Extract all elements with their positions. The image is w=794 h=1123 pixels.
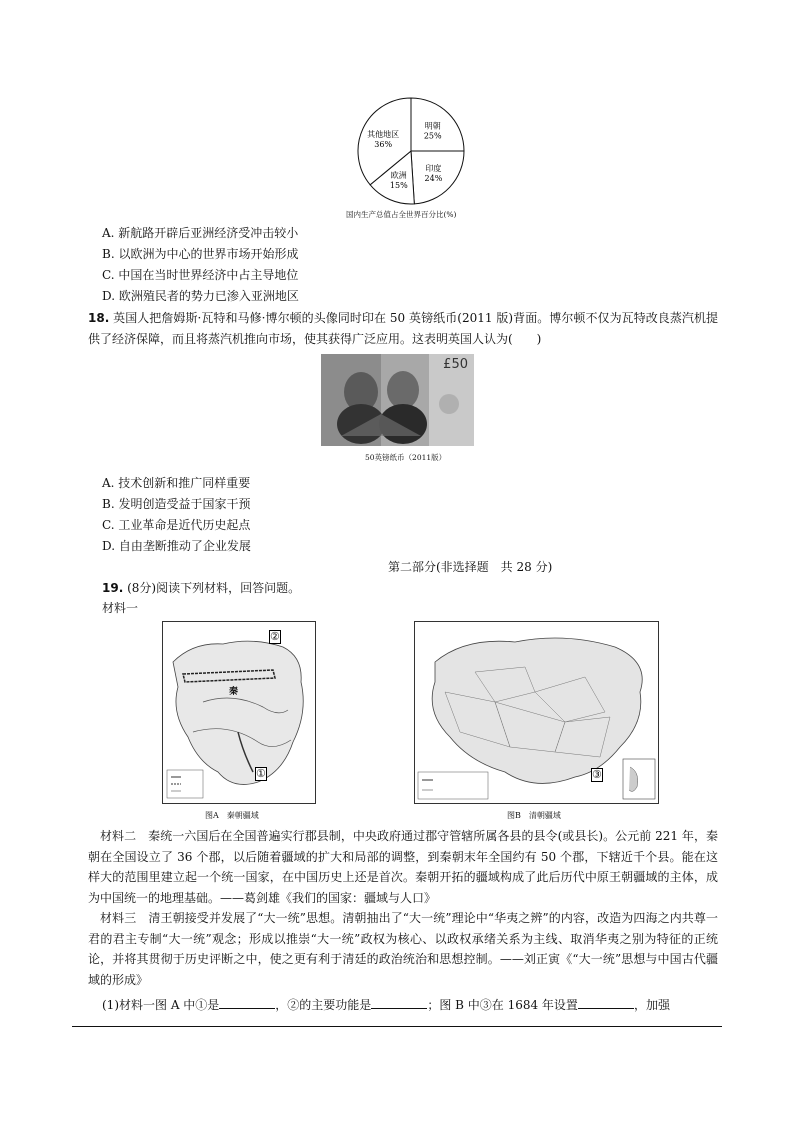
map-qin-drawing (163, 622, 315, 803)
q17-option-c: C. 中国在当时世界经济中占主导地位 (102, 268, 299, 282)
q18-option-a: A. 技术创新和推广同样重要 (102, 476, 251, 490)
map-b-marker-3: ③ (592, 768, 602, 781)
page-footer-rule (72, 1026, 722, 1027)
part2-title: 第二部分(非选择题 共 28 分) (388, 560, 553, 574)
material3: 材料三 清王朝接受并发展了“大一统”思想。清朝抽出了“大一统”理论中“华夷之辨”的内容，改造为四海之内共尊一君的君主专制“大一统”观念；形成以推崇“大一统”政权为核心、以政权承绪关系为主线、取消华夷之别为特征的正统论，并将其贯彻于历史评断之中，使之更有利于清廷的政治统治和思想控制。——刘正寅《“大一统”思想与中国古代疆域的形成》 (88, 911, 718, 987)
answer-blank-2[interactable] (371, 996, 427, 1009)
map-a-marker-2: ② (270, 630, 280, 643)
q19-intro: (8分)阅读下列材料，回答问题。 (127, 581, 301, 595)
gdp-pie-chart (355, 95, 467, 207)
q19-number: 19. (102, 581, 124, 595)
pie-label-3: 其他地区 (367, 129, 400, 139)
q18-option-b: B. 发明创造受益于国家干预 (102, 497, 251, 511)
q19-sub1-a: (1)材料一图 A 中①是 (102, 998, 220, 1012)
pie-caption: 国内生产总值占全世界百分比(%) (346, 210, 457, 219)
answer-blank-3[interactable] (578, 996, 634, 1009)
map-b-caption: 图B 清朝疆域 (507, 811, 561, 820)
q19-sub1-d: ，加强 (633, 998, 670, 1012)
map-a-label-qin: 秦 (229, 687, 239, 697)
banknote-denomination: £50 (443, 357, 468, 372)
q18-option-d: D. 自由垄断推动了企业发展 (102, 539, 251, 553)
q19-intro-line (102, 579, 300, 596)
q18-option-c: C. 工业革命是近代历史起点 (102, 518, 251, 532)
pie-value-2: 15% (389, 181, 408, 191)
q17-option-a: A. 新航路开辟后亚洲经济受冲击较小 (102, 226, 299, 240)
q19-sub1-b: ，②的主要功能是 (275, 998, 372, 1012)
pie-label-1: 印度 (425, 164, 442, 174)
q18-number: 18. (88, 311, 110, 325)
q19-sub1 (102, 996, 670, 1013)
q17-option-b: B. 以欧洲为中心的世界市场开始形成 (102, 247, 299, 261)
material1-label: 材料一 (102, 601, 139, 615)
pie-value-0: 25% (423, 131, 442, 141)
map-a-marker-1: ① (256, 767, 266, 780)
pie-value-3: 36% (374, 139, 393, 149)
material2: 材料二 秦统一六国后在全国普遍实行郡县制，中央政府通过郡守管辖所属各县的县令(或县长)。公元前 221 年，秦朝在全国设立了 36 个郡，以后随着疆域的扩大和局部的调整，到秦朝末年全国约有 50 个郡，下辖近千个县。能在这样大的范围里建立起一个统一国家，在中国历史上还是首次。秦朝开拓的疆域构成了此后历代中原王朝疆域的主体，成为中国统一的地理基础。——葛剑雄《我们的国家：疆域与人口》 (88, 829, 718, 905)
pie-value-1: 24% (424, 174, 443, 184)
q17-option-d: D. 欧洲殖民者的势力已渗入亚洲地区 (102, 289, 299, 303)
answer-blank-1[interactable] (219, 996, 275, 1009)
banknote-image (321, 354, 474, 446)
q19-sub1-c: ；图 B 中③在 1684 年设置 (427, 998, 578, 1012)
q18-text: 英国人把詹姆斯·瓦特和马修·博尔顿的头像同时印在 50 英镑纸币(2011 版)背面。博尔顿不仅为瓦特改良蒸汽机提供了经济保障，而且将蒸汽机推向市场，使其获得广泛应用。这表明英国人认为( ) (88, 311, 718, 346)
pie-label-2: 欧洲 (390, 171, 407, 181)
pie-label-0: 明朝 (424, 121, 441, 131)
banknote-caption: 50英镑纸币（2011版） (365, 453, 447, 462)
map-qing-territory (414, 621, 659, 804)
map-qin-territory (162, 621, 316, 804)
q18-stem (88, 308, 718, 349)
map-a-caption: 图A 秦朝疆域 (205, 811, 259, 820)
map-qing-drawing (415, 622, 658, 803)
